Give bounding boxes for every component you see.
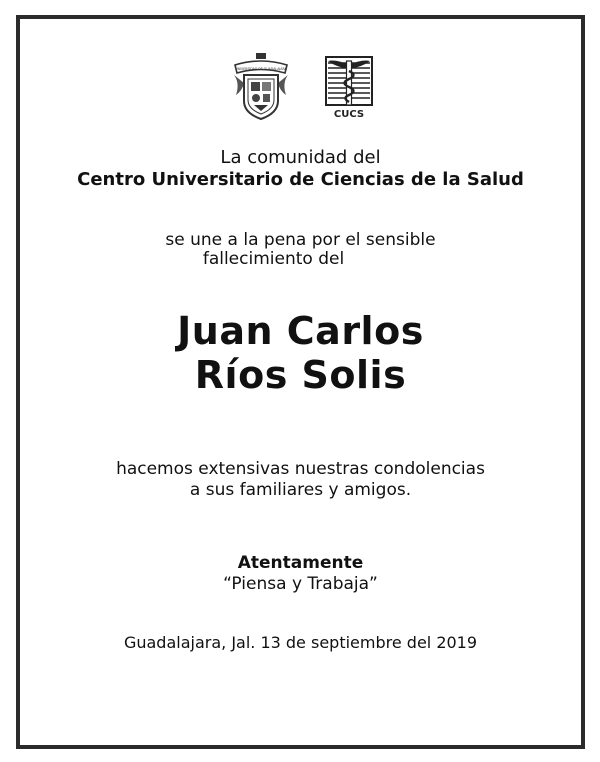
- deceased-name-line-2: Ríos Solis: [194, 353, 407, 397]
- closing-heading: Atentamente: [237, 553, 364, 573]
- condolences-text: [20, 459, 581, 501]
- intro-text: [20, 147, 581, 191]
- condolences-line-1: hacemos extensivas nuestras condolencias: [116, 459, 485, 479]
- deceased-name: [20, 309, 581, 397]
- closing-block: [20, 553, 581, 595]
- condolences-line-2: a sus familiares y amigos.: [189, 480, 412, 500]
- deceased-name-line-1: Juan Carlos: [177, 309, 424, 353]
- place-date: Guadalajara, Jal. 13 de septiembre del 2019: [123, 633, 478, 652]
- middle-line-2: fallecimiento del: [202, 249, 345, 269]
- caduceus-icon: [324, 55, 374, 121]
- middle-line-1: se une a la pena por el sensible: [165, 230, 436, 250]
- intro-line-1: La comunidad del: [220, 147, 381, 168]
- obituary-notice-frame: [16, 15, 585, 749]
- institution-name: Centro Universitario de Ciencias de la Salud: [77, 169, 524, 190]
- logo-row: [20, 53, 581, 123]
- university-crest-icon: [232, 53, 290, 121]
- condolence-intro: [20, 231, 581, 269]
- svg-text:UNIVERSIDAD DE GUADALAJARA: UNIVERSIDAD DE GUADALAJARA: [235, 67, 287, 71]
- svg-text:CUCS: CUCS: [333, 109, 365, 120]
- motto: “Piensa y Trabaja”: [223, 574, 378, 594]
